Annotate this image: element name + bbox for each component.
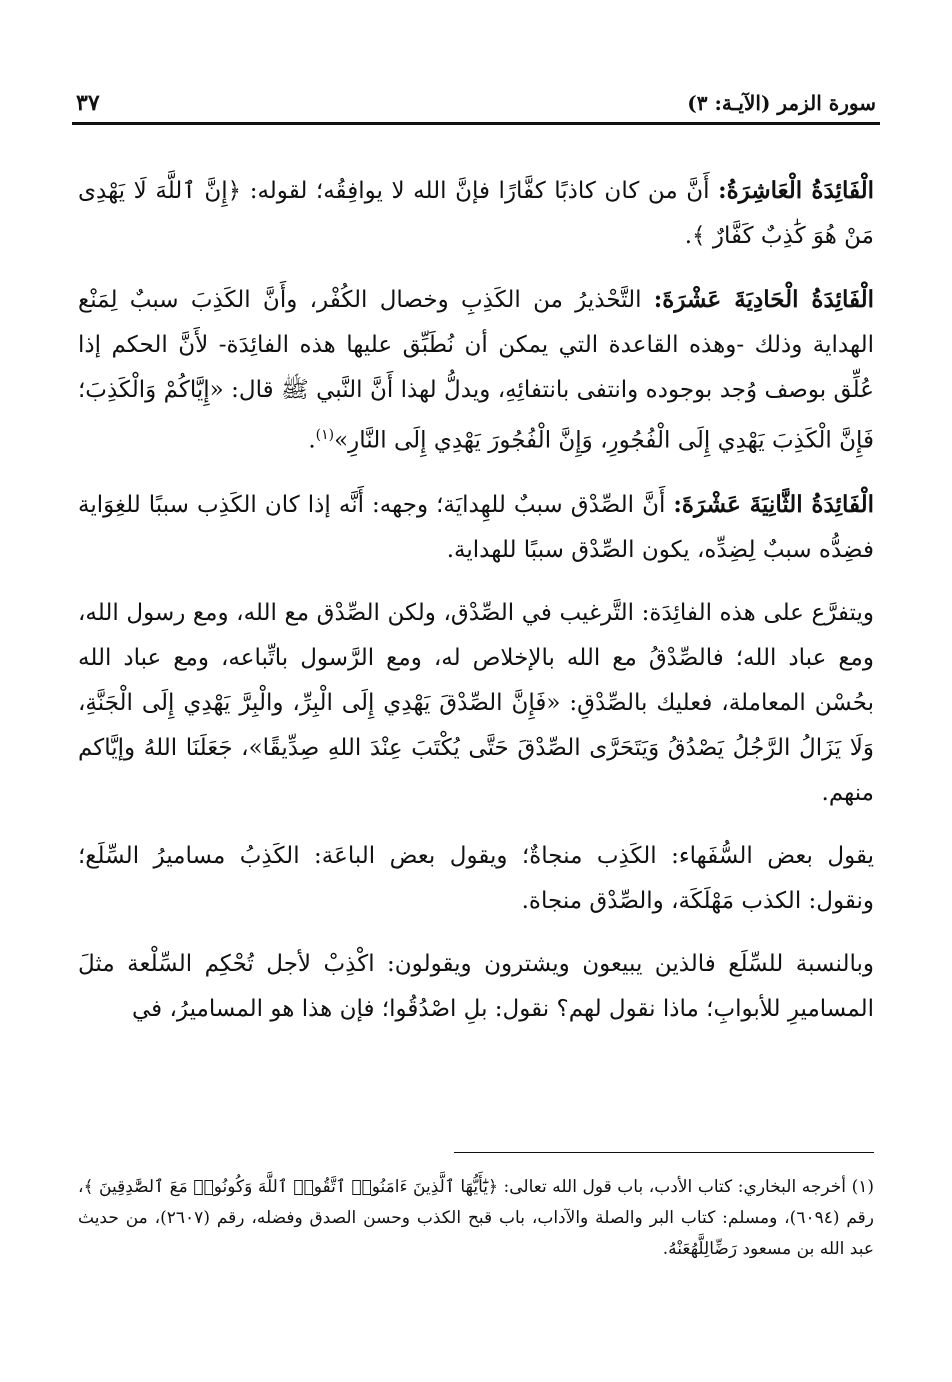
main-text [78,168,874,1050]
footnote-text: (١) أخرجه البخاري: كتاب الأدب، باب قول الله تعالى: ﴿يَٰٓأَيُّهَا ٱلَّذِينَ ءَامَنُوا۟ ٱتَّقُوا۟ ٱللَّهَ وَكُونُوا۟ مَعَ ٱلصَّٰدِقِينَ ﴾، رقم (٦٠٩٤)، ومسلم: كتاب البر والصلة والآداب، باب قبح الكذب وحسن الصدق وفضله، رقم (٢٦٠٧)، من حديث عبد الله بن مسعود رَضِّالِلَّهُعَنْهُ. [78,1177,874,1259]
footnote [78,1172,874,1265]
paragraph-benefit-11 [78,277,874,464]
paragraph-truthfulness [78,591,874,816]
paragraph-text: التَّحْذيرُ من الكَذِبِ وخصال الكُفْر، وأَنَّ الكَذِبَ سببٌ لِمَنْع الهداية وذلك -وهذه القاعدة التي يمكن أن نُطَبِّق عليها هذه الفائِدَة- لأَنَّ الحكم إذا عُلِّق بوصف وُجد بوجوده وانتفى بانتفائِهِ، ويدلُّ لهذا أَنَّ النَّبي ﷺ قال: «إِيَّاكُمْ وَالْكَذِبَ؛ فَإِنَّ الْكَذِبَ يَهْدِي إِلَى الْفُجُورِ، وَإِنَّ الْفُجُورَ يَهْدِي إِلَى النَّارِ» [78,287,874,454]
paragraph-tail: . [308,427,316,454]
footnote-marker: (١) [315,427,335,443]
paragraph-text: ويتفرَّع على هذه الفائِدَة: التَّرغيب في الصِّدْق، ولكن الصِّدْق مع الله، ومع رسول الله، ومع عباد الله؛ فالصِّدْقُ مع الله بالإخلاص له، ومع الرَّسول باتِّباعه، ومع عباد الله بحُسْن المعاملة، فعليك بالصِّدْقِ: «فَإِنَّ الصِّدْقَ يَهْدِي إِلَى الْبِرِّ، والْبِرَّ يَهْدِي إِلَى الْجَنَّةِ، وَلَا يَزَالُ الرَّجُلُ يَصْدُقُ وَيَتَحَرَّى الصِّدْقَ حَتَّى يُكْتَبَ عِنْدَ اللهِ صِدِّيقًا»، جَعَلَنَا اللهُ وإيَّاكم منهم. [78,599,874,806]
footnote-divider [454,1152,874,1153]
paragraph-heading: الْفَائِدَةُ الثَّانِيَةَ عَشْرَةَ: [673,490,874,518]
paragraph-text: يقول بعض السُّفَهاء: الكَذِب منجاةٌ؛ ويقول بعض الباعَة: الكَذِبُ مساميرُ السِّلَع؛ ونقول: الكذب مَهْلَكَة، والصِّدْق منجاة. [78,842,874,914]
surah-title: سورة الزمر (الآيـة: ٣) [687,91,876,115]
page-number: ٣٧ [76,90,100,116]
paragraph-heading: الْفَائِدَةُ الْعَاشِرَةُ: [718,177,874,204]
paragraph-text: أَنَّ من كان كاذبًا كفَّارًا فإنَّ الله لا يوافِقُه؛ لقوله: ﴿إِنَّ ٱللَّهَ لَا يَهْدِى مَنْ هُوَ كَٰذِبٌ كَفَّارٌ ﴾. [78,178,874,249]
paragraph-benefit-12 [78,482,874,573]
paragraph-text: أَنَّ الصِّدْق سببٌ للهِدايَة؛ وجهه: أَنَّه إذا كان الكَذِب سببًا للغِوَاية فضِدُّه سببٌ لِضِدِّه، يكون الصِّدْق سببًا للهداية. [78,491,874,563]
paragraph-text: وبالنسبة للسِّلَع فالذين يبيعون ويشترون ويقولون: اكْذِبْ لأجل تُحْكِم السِّلْعة مثلَ المساميرِ للأبوابِ؛ ماذا نقول لهم؟ نقول: بلِ اصْدُقُوا؛ فإن هذا هو المساميرُ، في [78,950,874,1022]
paragraph-heading: الْفَائِدَةُ الْحَادِيَةَ عَشْرَةَ: [653,286,874,313]
paragraph-benefit-10 [78,168,874,259]
page-header [72,88,880,125]
paragraph-sayings [78,834,874,924]
paragraph-goods [78,942,874,1032]
